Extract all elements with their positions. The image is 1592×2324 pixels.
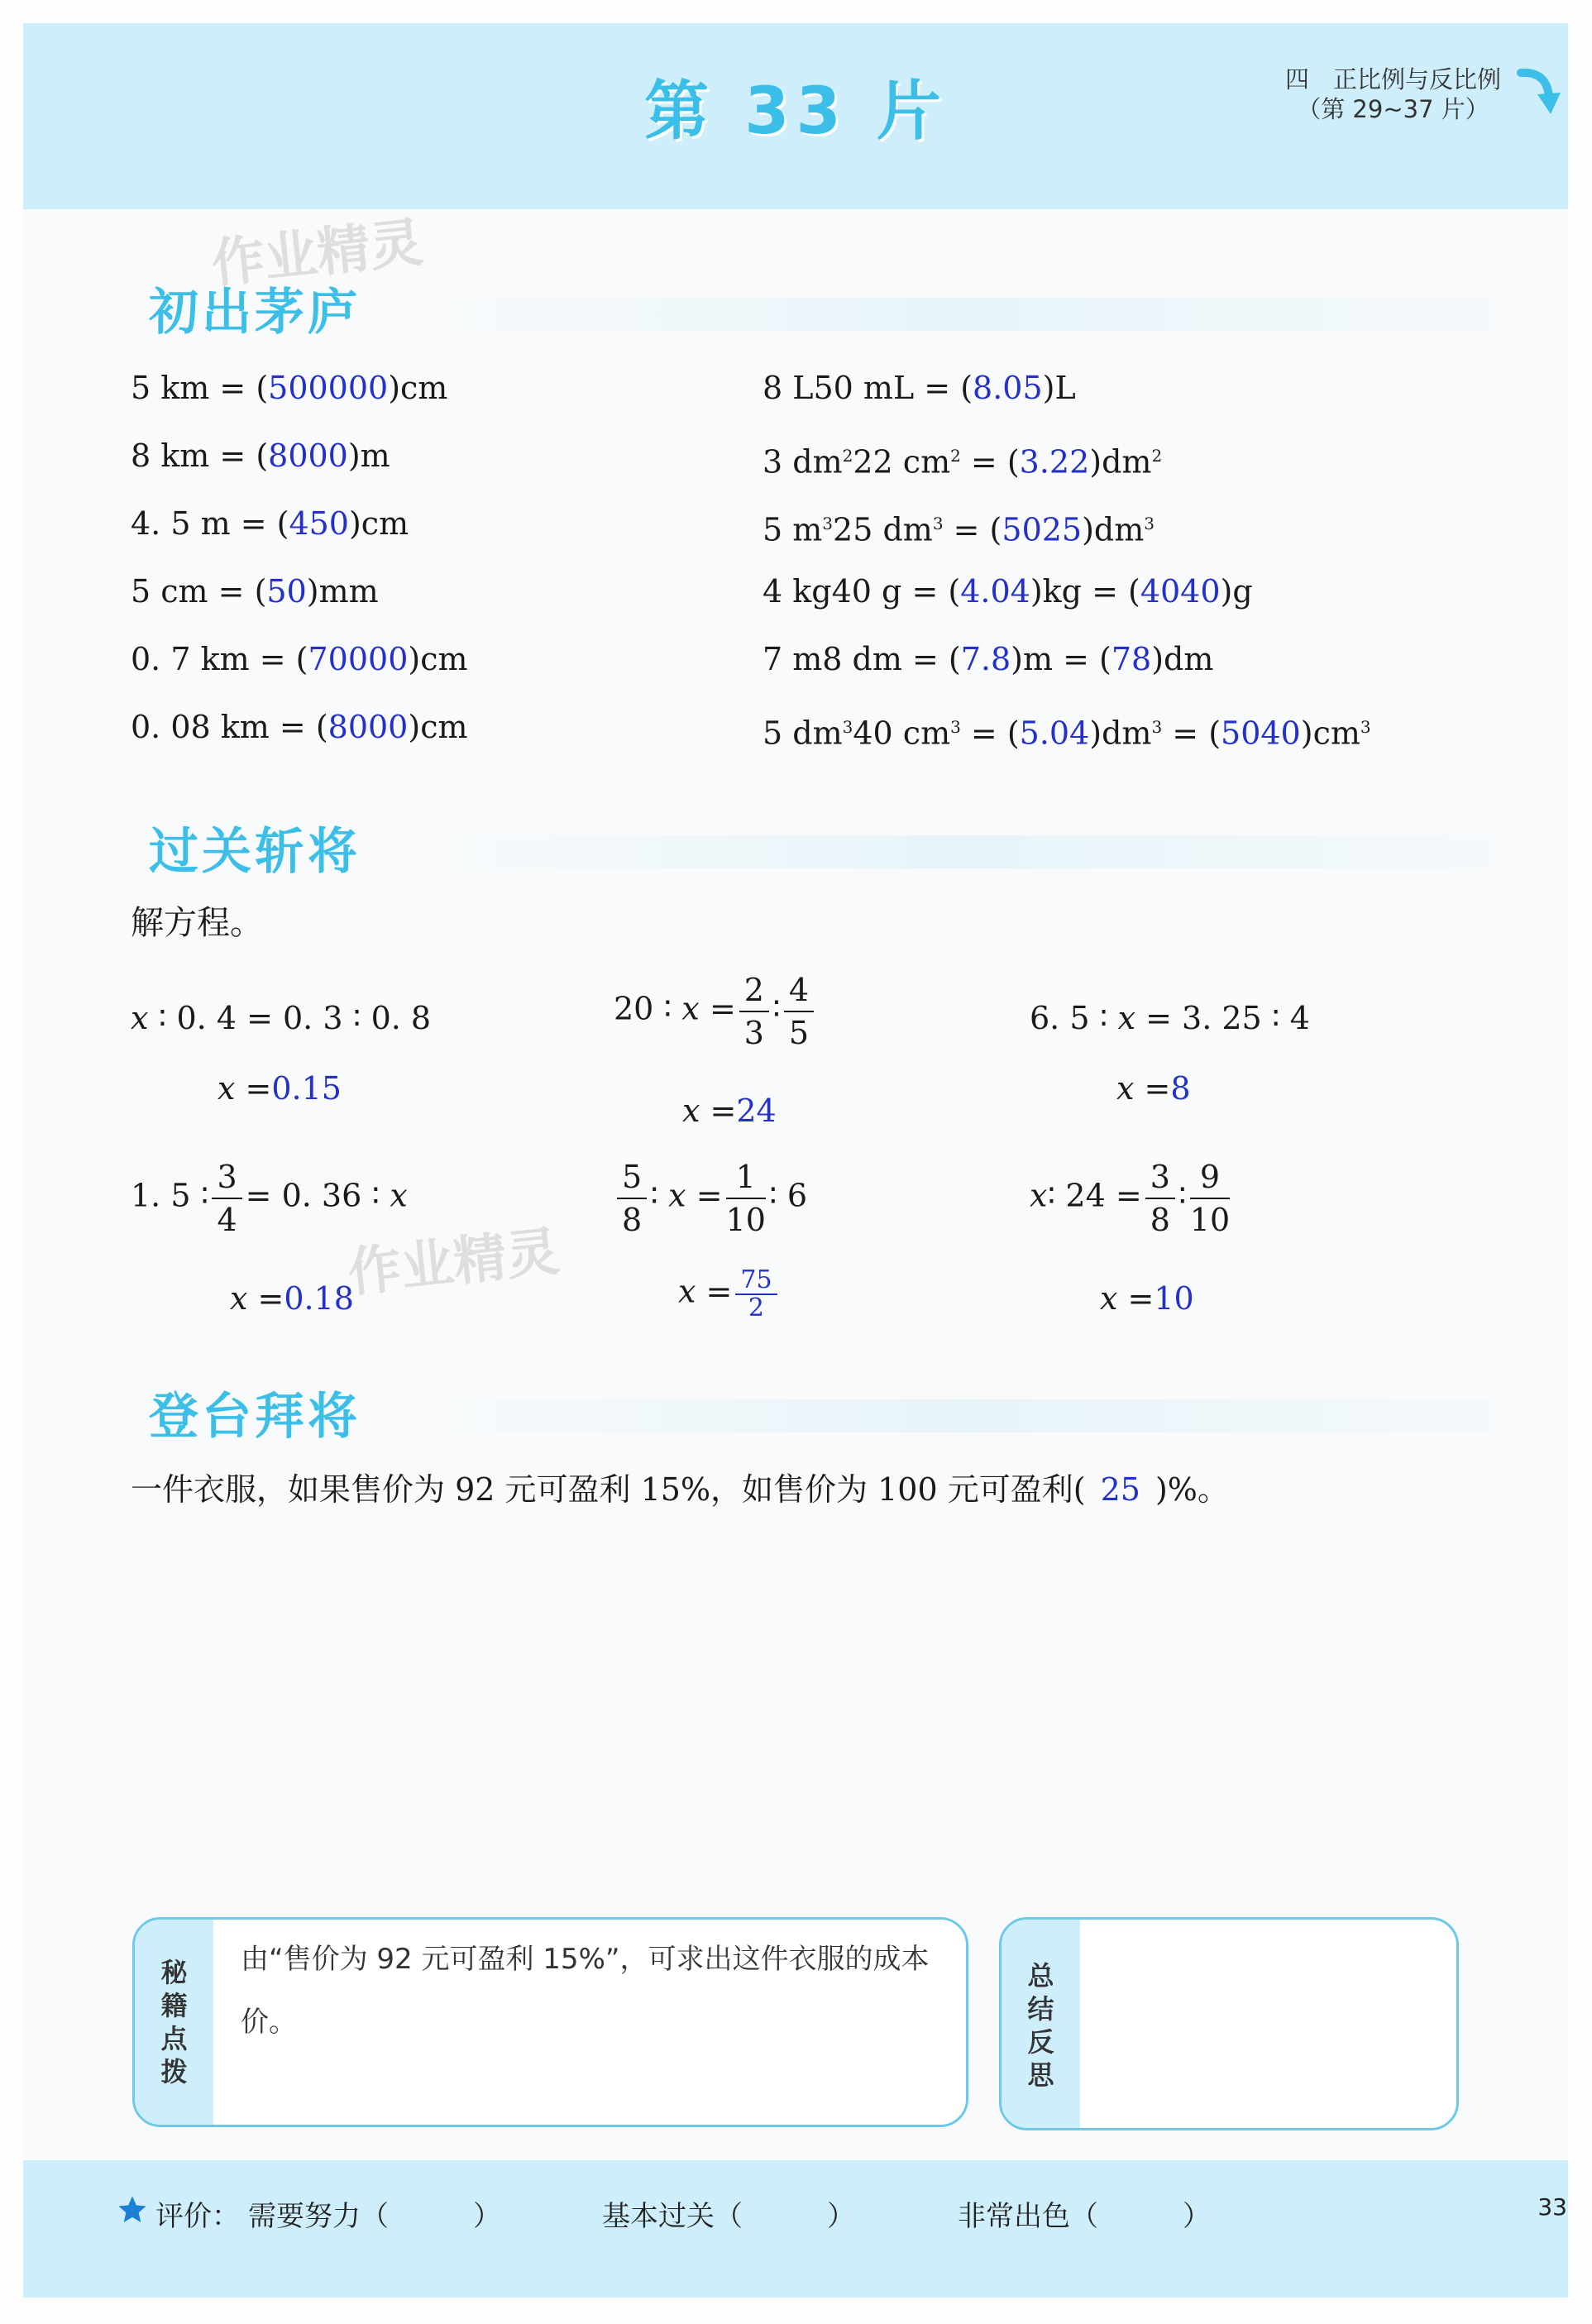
- reflection-label: 总 结 反 思: [1027, 1960, 1054, 2091]
- reflection-box: [999, 1917, 1459, 2130]
- section-title-1: 初出茅庐: [149, 284, 361, 342]
- conversion-row: 5 cm = (50)mm: [131, 573, 379, 610]
- conversion-row: 4 kg40 g = (4.04)kg = (4040)g: [763, 573, 1253, 610]
- conversion-row: 0. 7 km = (70000)cm: [131, 641, 468, 677]
- section-title-3: 登台拜将: [149, 1388, 361, 1446]
- conversion-row: 3 $dm^222$ $cm^2 = (3.22)dm^2$: [763, 443, 1163, 481]
- answer-6: x =10: [1100, 1280, 1194, 1317]
- answer-4: x =0.18: [230, 1280, 354, 1317]
- conversion-row: 5 $dm^340$ $cm^3 = (5.04)dm^3 = (5040)cm^3$: [763, 715, 1371, 752]
- unit-range: （第 29~37 片）: [1297, 95, 1489, 123]
- rating-option-excellent: 非常出色（ ）: [958, 2200, 1211, 2233]
- conversion-row: 5 km = (500000)cm: [131, 370, 448, 406]
- answer-2: x =24: [682, 1093, 777, 1129]
- conversion-row: 0. 08 km = (8000)cm: [131, 709, 468, 745]
- word-problem: 一件衣服，如果售价为 92 元可盈利 15%，如售价为 100 元可盈利( 25 )%。: [131, 1471, 1229, 1508]
- equation-5: $\frac{5}{8}$ ∶ x = $\frac{1}{10}$ ∶ 6: [614, 1156, 807, 1241]
- equation-2: 20 ∶ x = $\frac{2}{3}$ ∶ $\frac{4}{5}$: [614, 969, 817, 1054]
- rating-option-need-effort: 需要努力（ ）: [248, 2200, 501, 2233]
- star-icon: [116, 2193, 149, 2226]
- unit-name: 四 正比例与反比例: [1284, 65, 1501, 93]
- conversion-row: 4. 5 m = (450)cm: [131, 505, 409, 542]
- section-underline: [430, 835, 1489, 868]
- tips-box: [132, 1917, 968, 2127]
- conversion-row: 5 $m^325$ $dm^3 = (5025)dm^3$: [763, 511, 1155, 548]
- tips-text: 由“售价为 92 元可盈利 15%”，可求出这件衣服的成本价。: [241, 1943, 930, 2039]
- watermark: 作业精灵: [345, 1221, 562, 1305]
- tips-label: 秘 籍 点 拨: [160, 1957, 188, 2087]
- section-underline: [430, 1399, 1489, 1432]
- equation-3: 6. 5 ∶ x = 3. 25 ∶ 4: [1030, 1000, 1310, 1036]
- unit-info: [1285, 65, 1501, 124]
- equation-6: x∶ 24 = $\frac{3}{8}$ ∶ $\frac{9}{10}$: [1030, 1156, 1233, 1241]
- instruction: 解方程。: [131, 904, 263, 942]
- equation-1: x ∶ 0. 4 = 0. 3 ∶ 0. 8: [131, 1000, 432, 1036]
- equation-4: 1. 5 ∶ $\frac{3}{4}$ = 0. 36 ∶ x: [131, 1156, 408, 1241]
- answer-3: x =8: [1116, 1070, 1191, 1107]
- section-title-2: 过关斩将: [149, 823, 361, 881]
- rating-option-basic-pass: 基本过关（ ）: [602, 2200, 855, 2233]
- curved-arrow-icon: [1514, 65, 1564, 122]
- answer-1: x =0.15: [218, 1070, 342, 1107]
- page-number: 33: [1537, 2193, 1567, 2221]
- watermark: 作业精灵: [208, 212, 426, 296]
- answer-5: x = $\frac{75}{2}$: [678, 1267, 781, 1322]
- conversion-row: 8 km = (8000)m: [131, 438, 390, 474]
- page-title: 第 33 片: [644, 74, 948, 149]
- section-underline: [430, 298, 1489, 331]
- conversion-row: 7 m8 dm = (7.8)m = (78)dm: [763, 641, 1214, 677]
- rating-label: 评价：: [155, 2200, 240, 2233]
- conversion-row: 8 L50 mL = (8.05)L: [763, 370, 1076, 406]
